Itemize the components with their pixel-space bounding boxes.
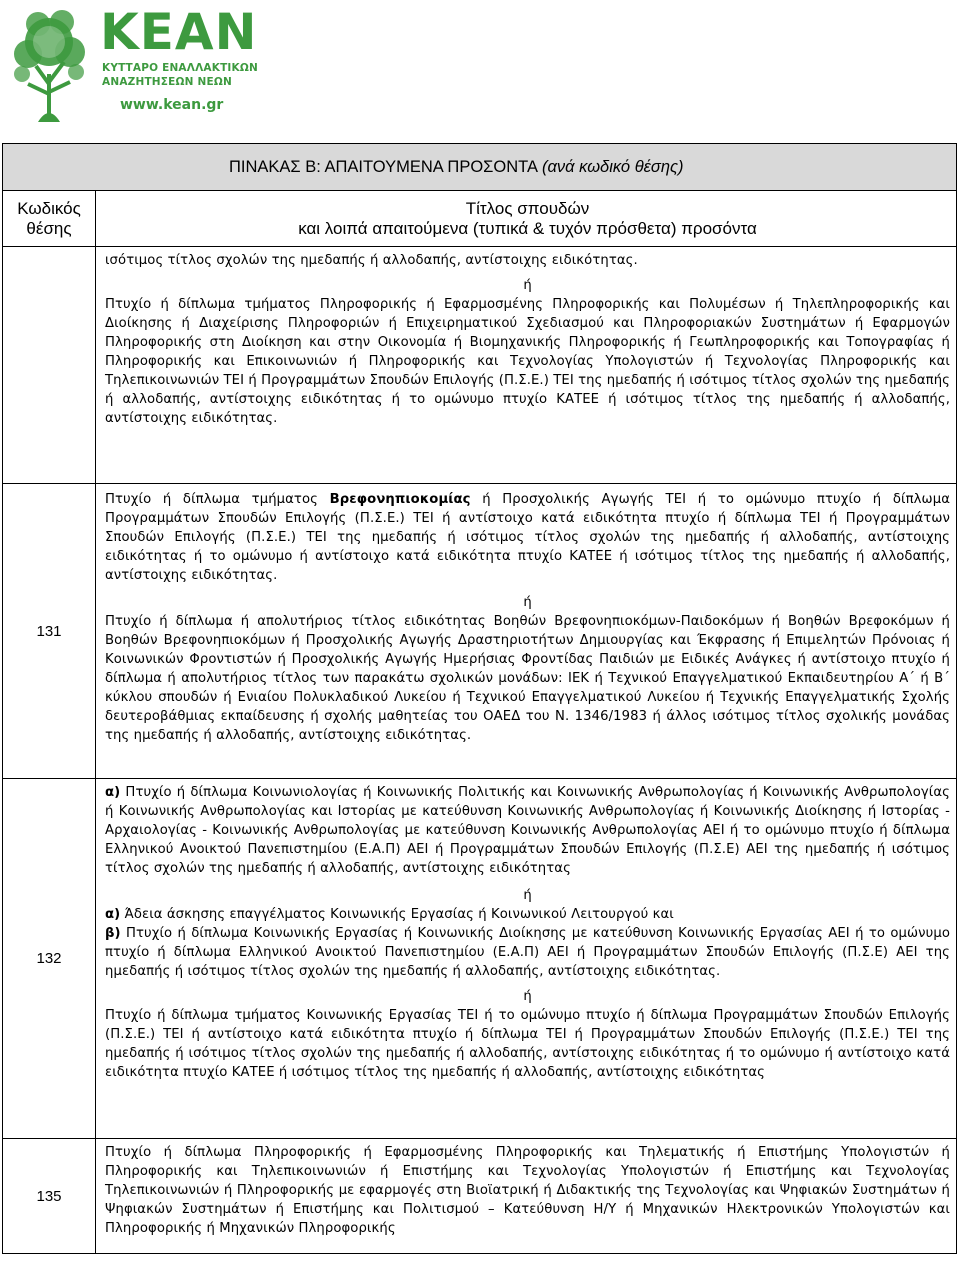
table-row-135 xyxy=(3,1138,956,1253)
header-title-line1: Τίτλος σπουδών xyxy=(465,198,590,218)
tree-icon xyxy=(8,4,90,122)
separator-or: ή xyxy=(523,595,532,610)
header-title xyxy=(96,191,956,246)
highlighted-term: Βρεφονηπιοκομίας xyxy=(329,492,471,507)
code-132: 132 xyxy=(3,779,96,1138)
qualification-text: ισότιμος τίτλος σχολών της ημεδαπής ή αλλοδαπής, αντίστοιχης ειδικότητας. xyxy=(105,253,638,268)
qualification-text: Πτυχίο ή δίπλωμα Πληροφορικής ή Εφαρμοσμένης Πληροφορικής και Τηλεματικής ή Επιστήμης Υπολογιστών ή Πληροφορικής και Τηλεπικοινωνιών ή Επιστήμης και Τεχνολογίας Υπολογιστών ή Επιστήμης και Τεχνολογίας Τηλεπικοινωνιών ή Πληροφορικής με εφαρμογές στη Βιοϊατρική ή Διδακτικής της Τεχνολογίας και Ψηφιακών Συστημάτων ή Ψηφιακών Συστημάτων ή Επιστήμης και Πολιτισμού – Κατεύθυνση Η/Υ ή Μηχανικών Ηλεκτρονικών Υπολογιστών και Πληροφορικής ή Μηχανικών Πληροφορικής xyxy=(105,1145,950,1236)
qualifications-cell xyxy=(96,484,956,778)
separator-or: ή xyxy=(523,278,532,293)
kean-logo xyxy=(8,3,258,122)
logo-name: ΚΕΑΝ xyxy=(100,3,258,61)
qualification-text: α) Πτυχίο ή δίπλωμα Κοινωνιολογίας ή Κοινωνικής Πολιτικής και Κοινωνικής Ανθρωπολογίας ή Κοινωνικής Ανθρωπολογίας ή Κοινωνικής Ανθρωπολογίας και Ιστορίας με κατεύθυνση Κοινωνικής Ανθρωπολογίας ή Κοινωνικής Διοίκησης ή Ιστορίας - Αρχαιολογίας - Κοινωνικής Ανθρωπολογίας με κατεύθυνση Κοινωνικής Ανθρωπολογίας ΑΕΙ ή το ομώνυμο πτυχίο ή δίπλωμα Ελληνικού Ανοικτού Πανεπιστημίου (Ε.Α.Π) ΑΕΙ ή Προγραμμάτων Σπουδών Επιλογής (Π.Σ.Ε) ΑΕΙ της ημεδαπής ή ισότιμος τίτλος σχολών της ημεδαπής ή αλλοδαπής, αντίστοιχης ειδικότητας xyxy=(105,785,950,876)
qualification-text: α) Άδεια άσκησης επαγγέλματος Κοινωνικής Εργασίας ή Κοινωνικού Λειτουργού και xyxy=(105,907,674,922)
requirements-table xyxy=(2,143,957,1254)
qualification-text: Πτυχίο ή δίπλωμα ή απολυτήριος τίτλος ειδικότητας Βοηθών Βρεφονηπιοκόμων-Παιδοκόμων ή Βοηθών Βρεφοκόμων ή Βοηθών Βρεφονηπιοκόμων ή Προσχολικής Αγωγής Δραστηριοτήτων Δημιουργίας και Έκφρασης ή Επιμελητών Πρόνοιας ή Κοινωνικών Φροντιστών ή Προσχολικής Αγωγής Ημερήσιας Φροντίδας Παιδιών με Ειδικές Ανάγκες ή αντίστοιχο πτυχίο ή δίπλωμα ή απολυτήριος τίτλος των παρακάτω σχολικών μονάδων: ΙΕΚ ή Τεχνικού Επαγγελματικού Εκπαιδευτηρίου Α΄ ή Β΄ κύκλου σπουδών ή Ενιαίου Πολυκλαδικού Λυκείου ή Τεχνικού Επαγγελματικού Λυκείου ή Τεχνικής Επαγγελματικής Σχολής δευτεροβάθμιας εκπαίδευσης ή σχολής μαθητείας του ΟΑΕΔ του Ν. 1346/1983 ή άλλος ισότιμος τίτλος σχολικής μονάδας της ημεδαπής ή αλλοδαπής, αντίστοιχης ειδικότητας. xyxy=(105,614,950,743)
table-row-131 xyxy=(3,483,956,778)
table-row xyxy=(3,246,956,483)
qualification-text: Πτυχίο ή δίπλωμα τμήματος Πληροφορικής ή Εφαρμοσμένης Πληροφορικής και Πολυμέσων ή Τηλεπληροφορικής και Διοίκησης ή Διαχείρισης Πληροφοριών ή Επιχειρηματικού Σχεδιασμού και Πληροφοριακών Συστημάτων ή Εφαρμογών Πληροφορικής στη Διοίκηση και στην Οικονομία ή Βιομηχανικής Πληροφορικής ή Γεωπληροφορικής και Τοπογραφίας ή Πληροφορικής και Επικοινωνιών ή Πληροφορικής και Τεχνολογίας Υπολογιστών ή Τεχνολογίας Πληροφορικής και Τηλεπικοινωνιών ΤΕΙ ή Προγραμμάτων Σπουδών Επιλογής (Π.Σ.Ε.) ΤΕΙ της ημεδαπής ή ισότιμος τίτλος σχολών της ημεδαπής ή αλλοδαπής, αντίστοιχης ειδικότητας ή το ομώνυμο πτυχίο ΚΑΤΕΕ ή ισότιμος τίτλος της ημεδαπής ή αλλοδαπής, αντίστοιχης ειδικότητας. xyxy=(105,297,950,426)
qualifications-cell xyxy=(96,247,956,483)
code-131: 131 xyxy=(3,484,96,778)
separator-or: ή xyxy=(523,888,532,903)
code-135: 135 xyxy=(3,1139,96,1253)
logo-tagline-2: ΑΝΑΖΗΤΗΣΕΩΝ ΝΕΩΝ xyxy=(102,76,232,88)
table-title-suffix: (ανά κωδικό θέσης) xyxy=(542,157,684,176)
separator-or: ή xyxy=(523,989,532,1004)
table-row-132 xyxy=(3,778,956,1138)
logo-url[interactable]: www.kean.gr xyxy=(120,97,224,113)
table-title-text: ΠΙΝΑΚΑΣ Β: ΑΠΑΙΤΟΥΜΕΝΑ ΠΡΟΣΟΝΤΑ xyxy=(229,157,538,176)
header-code: Κωδικός θέσης xyxy=(3,191,96,246)
table-title xyxy=(3,144,956,190)
qualifications-cell xyxy=(96,1139,956,1253)
qualification-text: β) Πτυχίο ή δίπλωμα Κοινωνικής Εργασίας ή Κοινωνικής Διοίκησης με κατεύθυνση Κοινωνικής Εργασίας ΑΕΙ ή το ομώνυμο πτυχίο ή δίπλωμα Ελληνικού Ανοικτού Πανεπιστημίου (Ε.Α.Π) ΑΕΙ ή Προγραμμάτων Σπουδών Επιλογής (Π.Σ.Ε) ΑΕΙ της ημεδαπής ή ισότιμος τίτλος σχολών της ημεδαπής ή αλλοδαπής, αντίστοιχης ειδικότητας. xyxy=(105,926,950,979)
logo-tagline-1: ΚΥΤΤΑΡΟ ΕΝΑΛΛΑΚΤΙΚΩΝ xyxy=(102,62,258,74)
code-cell-empty xyxy=(3,247,96,483)
qualification-text: Πτυχίο ή δίπλωμα τμήματος Κοινωνικής Εργασίας ΤΕΙ ή το ομώνυμο πτυχίο ή δίπλωμα Προγραμμάτων Σπουδών Επιλογής (Π.Σ.Ε.) ΤΕΙ ή αντίστοιχο κατά ειδικότητα πτυχίο ή δίπλωμα ΤΕΙ ή Προγραμμάτων Σπουδών Επιλογής (Π.Σ.Ε.) ΤΕΙ της ημεδαπής ή ισότιμος τίτλος σχολών της ημεδαπής ή αλλοδαπής, αντίστοιχης ειδικότητας ή το ομώνυμο ή αντίστοιχο κατά ειδικότητα πτυχίο ΚΑΤΕΕ ή ισότιμος τίτλος της ημεδαπής ή αλλοδαπής, αντίστοιχης ειδικότητας xyxy=(105,1008,950,1080)
qualifications-cell xyxy=(96,779,956,1138)
header-title-line2: και λοιπά απαιτούμενα (τυπικά & τυχόν πρόσθετα) προσόντα xyxy=(298,218,757,238)
qualification-text: Πτυχίο ή δίπλωμα τμήματος Βρεφονηπιοκομίας ή Προσχολικής Αγωγής ΤΕΙ ή το ομώνυμο πτυχίο ή δίπλωμα Προγραμμάτων Σπουδών Επιλογής (Π.Σ.Ε.) ΤΕΙ ή αντίστοιχο κατά ειδικότητα πτυχίο ή δίπλωμα ΤΕΙ ή Προγραμμάτων Σπουδών Επιλογής (Π.Σ.Ε.) ΤΕΙ της ημεδαπής ή ισότιμος τίτλος σχολών της ημεδαπής ή αλλοδαπής, αντίστοιχης ειδικότητας ή το ομώνυμο ή αντίστοιχο κατά ειδικότητα πτυχίο ΚΑΤΕΕ ή ισότιμος τίτλος της ημεδαπής ή αλλοδαπής, αντίστοιχης ειδικότητας. xyxy=(105,492,950,583)
table-header-row xyxy=(3,190,956,246)
